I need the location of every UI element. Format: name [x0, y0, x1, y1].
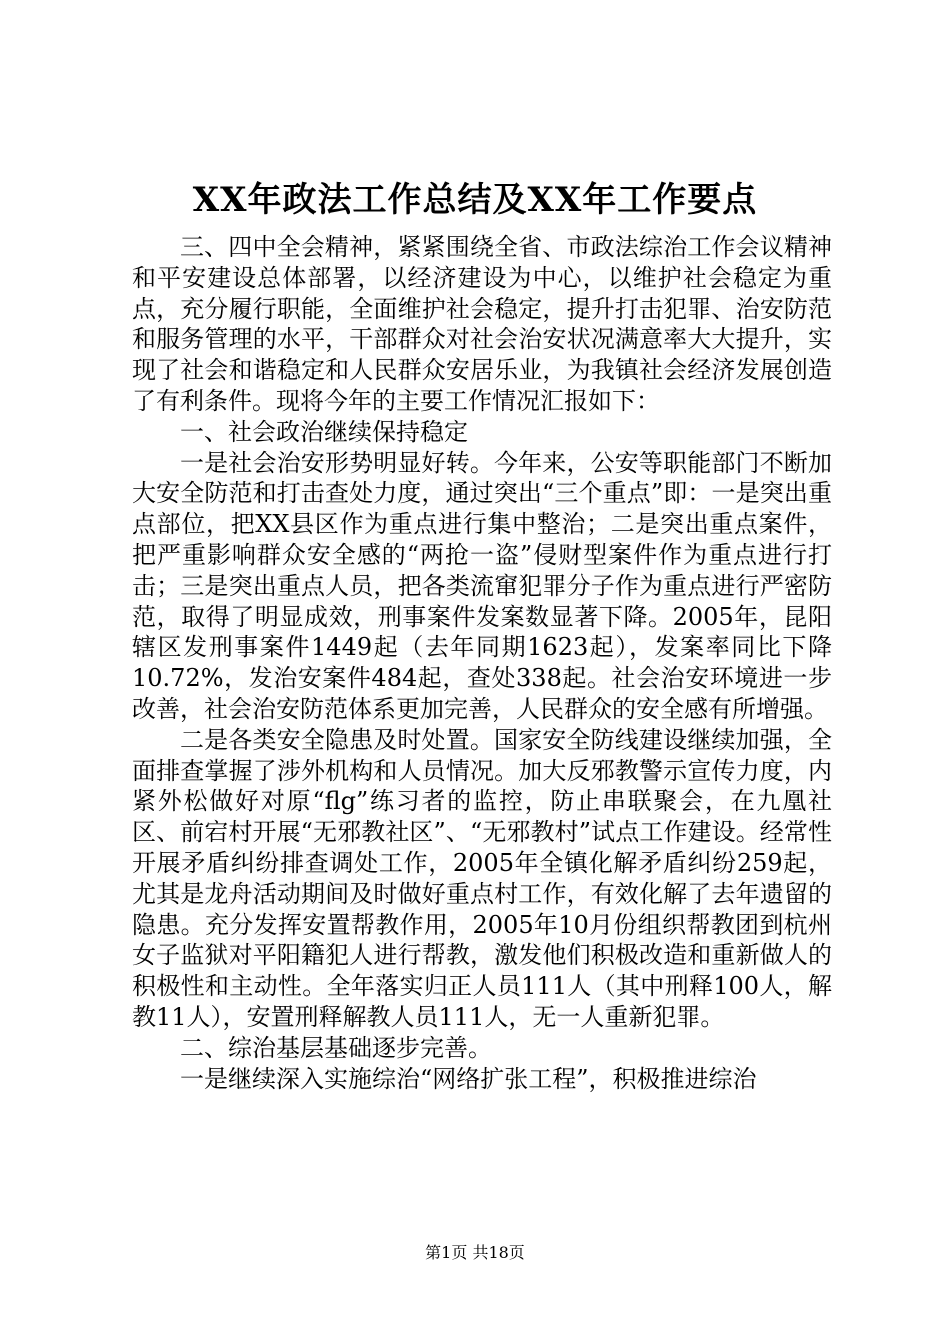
- document-title: XX年政法工作总结及XX年工作要点: [192, 180, 758, 220]
- section-heading-2: 二、综治基层基础逐步完善。: [180, 1033, 492, 1062]
- section-heading-1: 一、社会政治继续保持稳定: [180, 417, 468, 446]
- document-body: [132, 232, 832, 1094]
- page-footer: 第1页 共18页: [425, 1243, 525, 1262]
- paragraph-network-expansion: 一是继续深入实施综治“网络扩张工程”，积极推进综治: [180, 1064, 757, 1093]
- paragraph-intro: 三、四中全会精神，紧紧围绕全省、市政法综治工作会议精神和平安建设总体部署，以经济建设为中心，以维护社会稳定为重点，充分履行职能，全面维护社会稳定，提升打击犯罪、治安防范和服务管理的水平，干部群众对社会治安状况满意率大大提升，实现了社会和谐稳定和人民群众安居乐业，为我镇社会经济发展创造了有利条件。现将今年的主要工作情况汇报如下：: [132, 233, 832, 415]
- paragraph-safety-hazards: 二是各类安全隐患及时处置。国家安全防线建设继续加强，全面排查掌握了涉外机构和人员情况。加大反邪教警示宣传力度，内紧外松做好对原“flg”练习者的监控，防止串联聚会，在九凰社区、前宕村开展“无邪教社区”、“无邪教村”试点工作建设。经常性开展矛盾纠纷排查调处工作，2005年全镇化解矛盾纠纷259起，尤其是龙舟活动期间及时做好重点村工作，有效化解了去年遗留的隐患。充分发挥安置帮教作用，2005年10月份组织帮教团到杭州女子监狱对平阳籍犯人进行帮教，激发他们积极改造和重新做人的积极性和主动性。全年落实归正人员111人（其中刑释100人，解教11人），安置刑释解教人员111人，无一人重新犯罪。: [132, 725, 832, 1031]
- paragraph-public-security: 一是社会治安形势明显好转。今年来，公安等职能部门不断加大安全防范和打击查处力度，通过突出“三个重点”即：一是突出重点部位，把XX县区作为重点进行集中整治；二是突出重点案件，把严重影响群众安全感的“两抢一盗”侵财型案件作为重点进行打击；三是突出重点人员，把各类流窜犯罪分子作为重点进行严密防范，取得了明显成效，刑事案件发案数显著下降。2005年，昆阳辖区发刑事案件1449起（去年同期1623起），发案率同比下降10.72%，发治安案件484起，查处338起。社会治安环境进一步改善，社会治安防范体系更加完善，人民群众的安全感有所增强。: [132, 448, 832, 723]
